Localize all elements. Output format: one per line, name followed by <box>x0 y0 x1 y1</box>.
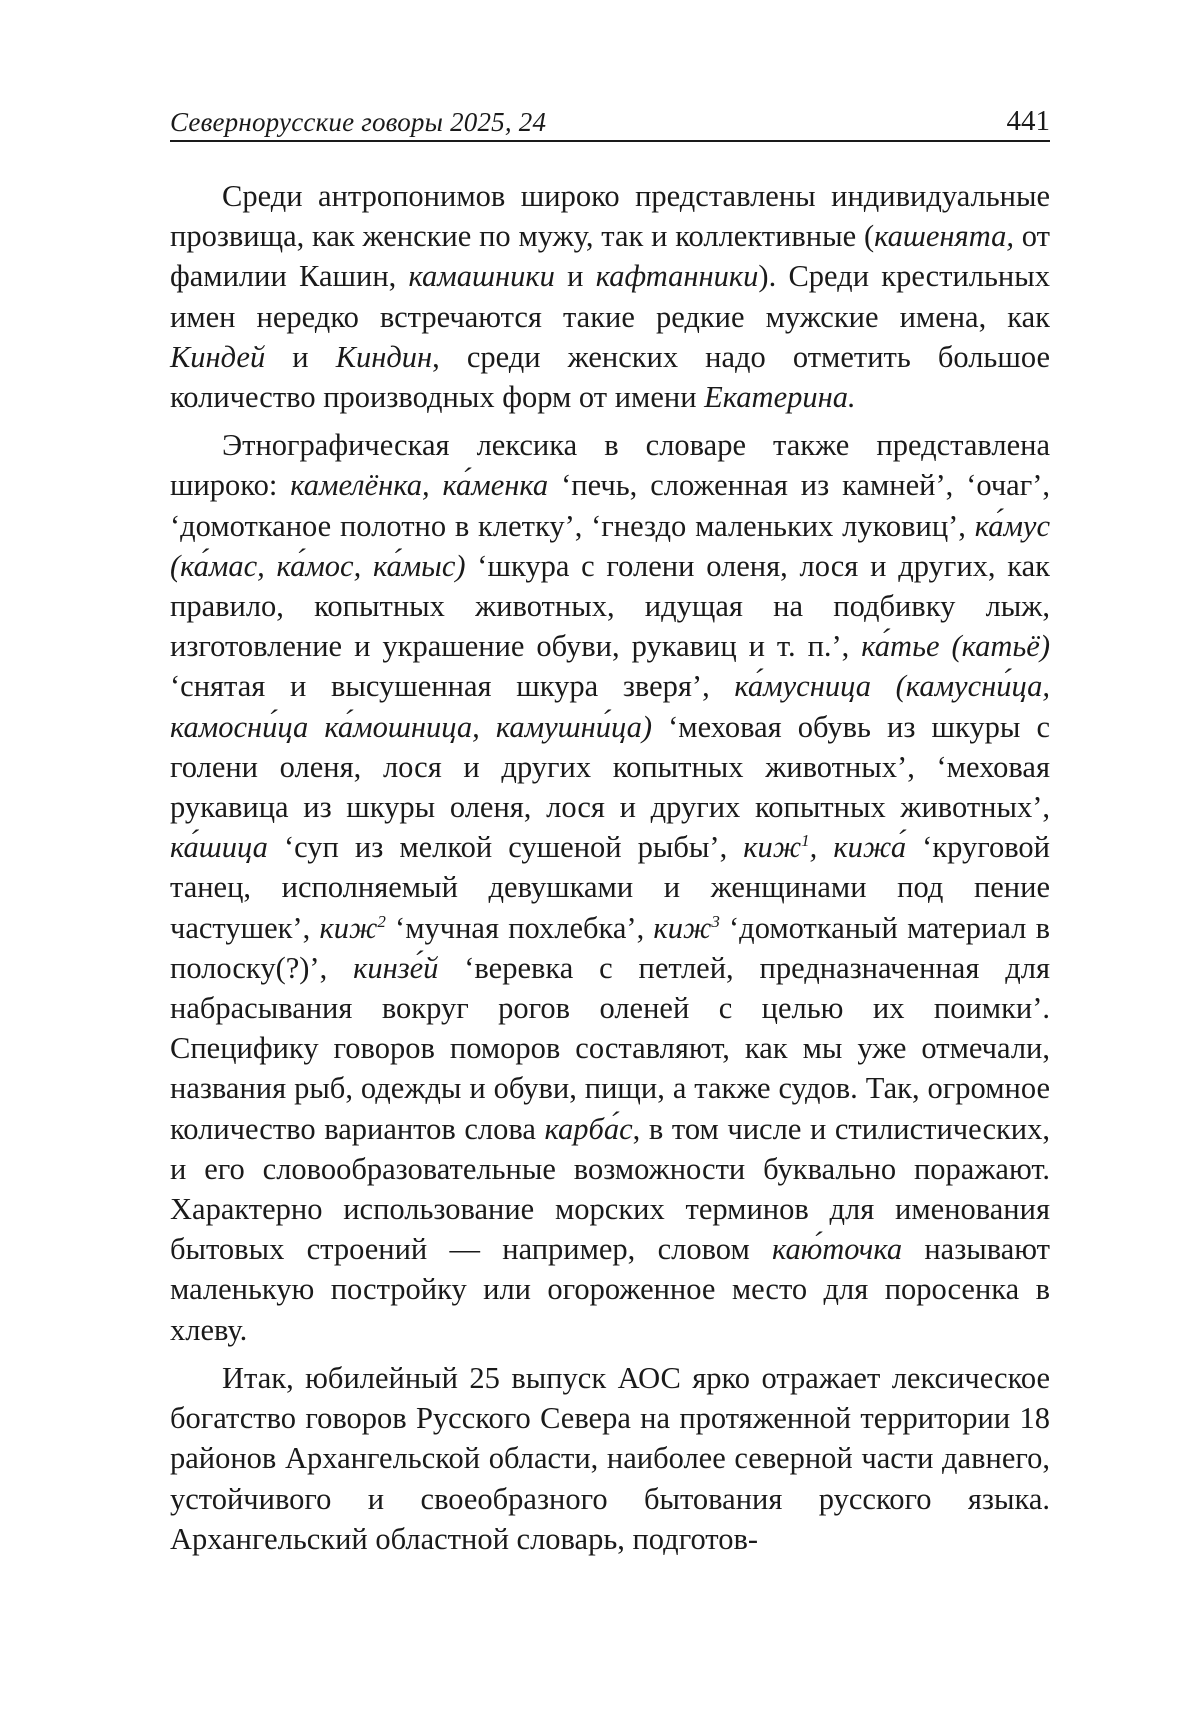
text-run: от фамилии Кашин, <box>170 219 1050 294</box>
text-run: Этнографическая лексика в словаре также представлена широко: <box>170 428 1050 503</box>
paragraph-conclusion <box>170 1358 1050 1559</box>
italic-term: Киндей <box>170 339 266 374</box>
italic-term: камашники <box>408 259 555 294</box>
italic-term: Екатерина. <box>704 380 856 415</box>
text-run: ‘мучная похлебка’, <box>385 910 654 945</box>
text-run: Среди антропонимов широко представлены индивидуальные прозвища, как женские по мужу, так и коллективные ( <box>170 179 1050 254</box>
running-header <box>170 98 1050 142</box>
italic-term: ка́мусница (камусни́ца, камосни́ца ка́мошница, камушни́ца) <box>170 669 1050 744</box>
text-run: , среди женских надо отметить большое количество производных форм от имени <box>170 339 1050 415</box>
text-run: называют маленькую постройку или огороженное место для поросенка в хлеву. <box>170 1232 1050 1347</box>
italic-term: ка́тье (катьё) <box>861 629 1050 664</box>
paragraph-anthroponyms <box>170 176 1050 417</box>
text-run: ‘суп из мелкой сушеной рыбы’, <box>267 830 744 865</box>
italic-term: каю́точка <box>772 1232 903 1267</box>
text-run: Итак, юбилейный 25 выпуск АОС ярко отражает лексическое богатство говоров Русского Севера на протяженной территории 18 районов Архангельской области, наиболее северной части давнего, устойчивого и своеобразного бытования русского языка. Архангельский областной словарь, подготов- <box>170 1360 1050 1556</box>
italic-term: Киндин <box>335 339 433 374</box>
text-run: ‘веревка с петлей, предназначенная для набрасывания вокруг рогов оленей с целью их поимки’. Специфику говоров поморов составляют, как мы уже отмечали, названия рыб, одежды и обуви, пищи, а также судов. Так, огромное количество вариантов слова <box>170 950 1051 1146</box>
page <box>170 98 1050 1567</box>
italic-term: киж <box>743 830 802 865</box>
italic-term: кинзе́й <box>353 950 439 985</box>
text-run: и <box>554 259 596 294</box>
text-run: ‘круговой танец, исполняемый девушками и женщинами под пение частушек’, <box>170 830 1050 945</box>
italic-term: кашенята, <box>874 219 1015 254</box>
homonym-index: 1 <box>801 831 810 851</box>
journal-title: Севернорусские говоры 2025, 24 <box>170 107 547 137</box>
italic-term: камелёнка, ка́менка <box>290 468 549 503</box>
italic-term: кафтанники <box>595 259 759 294</box>
text-run: ‘снятая и высушенная шкура зверя’, <box>170 669 735 704</box>
text-run: , в том числе и стилистических, и его словообразовательные возможности буквально поражают. Характерно использование морских терминов для именования бытовых строений — например, словом <box>170 1111 1050 1267</box>
italic-term: киж <box>653 910 712 945</box>
body-text <box>170 176 1050 1559</box>
paragraph-ethnographic-lexicon <box>170 425 1050 1350</box>
text-run: ‘шкура с голени оленя, лося и других, как правило, копытных животных, идущая на подбивку лыж, изготовление и украшение обуви, рукавиц и т. п.’, <box>170 548 1050 664</box>
text-run: ‘домотканый материал в полоску(?)’, <box>170 910 1051 985</box>
text-run: ‘меховая обувь из шкуры с голени оленя, лося и других копытных животных’, ‘меховая рукавица из шкуры оленя, лося и других копытных животных’, <box>170 709 1050 825</box>
italic-term: киж <box>319 910 378 945</box>
italic-term: ка́мус (ка́мас, ка́мос, ка́мыс) <box>170 508 1050 583</box>
italic-term: , кижа́ <box>809 830 907 865</box>
italic-term: карба́с <box>544 1111 633 1146</box>
homonym-index: 3 <box>711 911 720 931</box>
text-run: и <box>265 339 336 374</box>
page-number: 441 <box>1006 105 1050 137</box>
italic-term: ка́шица <box>170 830 268 865</box>
homonym-index: 2 <box>377 911 386 931</box>
text-run: ). Среди крестильных имен нередко встречаются такие редкие мужские имена, как <box>170 259 1050 334</box>
text-run: ‘печь, сложенная из камней’, ‘очаг’, ‘домотканое полотно в клетку’, ‘гнездо маленьких луковиц’, <box>170 468 1050 543</box>
